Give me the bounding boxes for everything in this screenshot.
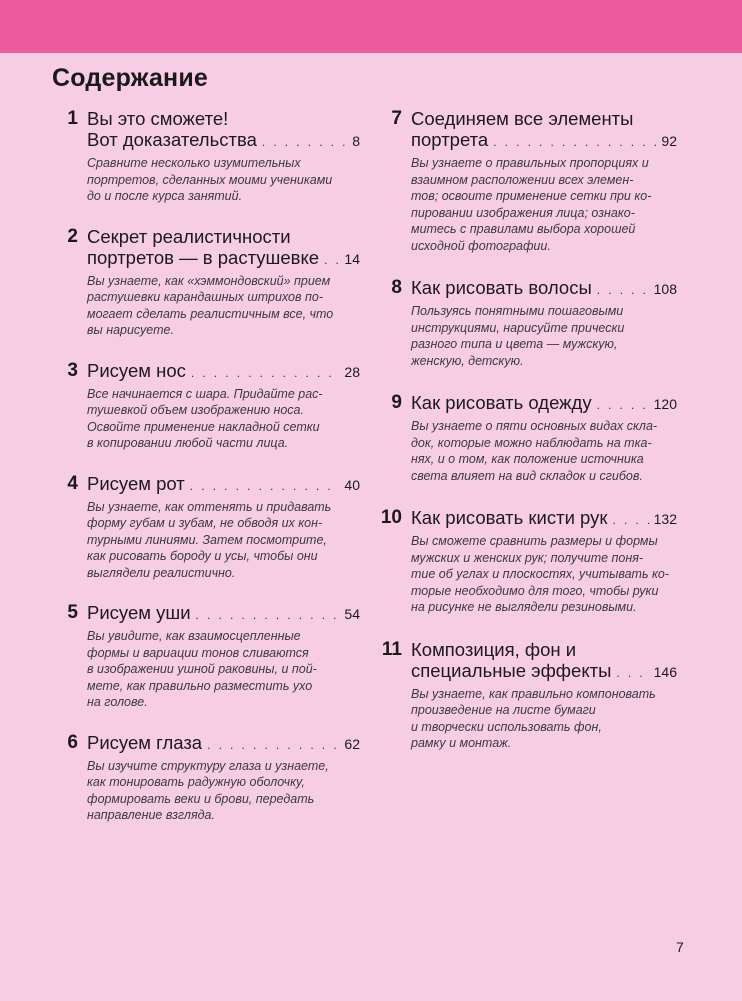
chapter-description-line: турными линиями. Затем посмотрите, — [87, 532, 327, 547]
chapter-description-line: инструкциями, нарисуйте прически — [411, 320, 625, 335]
dot-leader — [191, 363, 341, 384]
chapter-description — [411, 686, 677, 752]
dot-leader — [597, 280, 650, 301]
chapter-description-line: произведение на листе бумаги — [411, 703, 596, 717]
toc-entry — [48, 360, 360, 452]
chapter-description-line: Пользуясь понятными пошаговыми — [411, 304, 624, 318]
chapter-title-line: Композиция, фон и — [411, 638, 577, 660]
chapter-page-number: 40 — [344, 476, 360, 493]
chapter-page-number: 62 — [344, 735, 360, 752]
chapter-title-row — [411, 392, 677, 416]
chapter-description-line: формы и вариации тонов сливаются — [87, 645, 309, 660]
toc-entry-body — [87, 732, 360, 824]
chapter-title-line: Соединяем все элементы — [411, 108, 634, 129]
chapter-description-line: форму губам и зубам, не обводя их кон- — [87, 516, 323, 530]
toc-entry — [48, 108, 360, 205]
chapter-title-row — [411, 660, 677, 684]
toc-column-right — [372, 108, 677, 775]
dot-leader — [616, 663, 649, 684]
dot-leader — [597, 395, 650, 416]
chapter-title-line: Вы это сможете! — [87, 108, 229, 129]
chapter-description — [87, 386, 360, 452]
toc-entry — [48, 732, 360, 824]
chapter-title-row — [87, 247, 360, 271]
chapter-description-line: Вы узнаете о пяти основных видах скла- — [411, 419, 658, 433]
chapter-description-line: выглядели реалистично. — [87, 565, 236, 580]
chapter-title: Рисуем уши — [87, 602, 191, 623]
toc-entry — [48, 473, 360, 582]
chapter-description — [87, 628, 360, 711]
chapter-description — [87, 758, 360, 824]
chapter-number: 9 — [391, 392, 402, 413]
chapter-description-line: на рисунке не выглядели резиновыми. — [411, 600, 637, 614]
chapter-page-number: 92 — [661, 133, 677, 149]
chapter-description-line: рамку и монтаж. — [411, 736, 512, 750]
chapter-title-row — [87, 129, 360, 153]
chapter-title: Рисуем глаза — [87, 731, 203, 753]
toc-column-left — [48, 108, 360, 845]
chapter-title: Как рисовать одежду — [411, 392, 592, 413]
dot-leader — [262, 132, 348, 153]
toc-entry — [48, 602, 360, 711]
chapter-description-line: до и после курса занятий. — [87, 189, 243, 203]
chapter-title-row — [87, 360, 360, 384]
chapter-description — [411, 155, 677, 254]
chapter-title: Как рисовать кисти рук — [411, 507, 608, 528]
chapter-description — [87, 273, 360, 339]
toc-entry-body — [87, 602, 360, 711]
dot-leader — [196, 605, 341, 626]
toc-entry-body — [87, 473, 360, 582]
chapter-title: специальные эффекты — [411, 659, 612, 681]
dot-leader — [612, 510, 649, 531]
chapter-description-line: исходной фотографии. — [411, 238, 551, 253]
chapter-title: Вот доказательства — [87, 129, 257, 150]
chapter-title: Рисуем рот — [87, 472, 185, 494]
chapter-title-row — [87, 732, 360, 756]
chapter-title: портрета — [411, 129, 489, 150]
chapter-description-line: тие об углах и плоскостях, учитывать ко- — [411, 567, 670, 581]
chapter-description-line: на голове. — [87, 695, 148, 709]
chapter-description — [87, 155, 360, 205]
chapter-title-row — [411, 507, 677, 531]
chapter-description-line: формировать веки и брови, передать — [87, 791, 315, 806]
chapter-description-line: в изображении ушной раковины, и пой- — [87, 662, 317, 676]
toc-entry — [372, 108, 677, 254]
toc-entry — [372, 392, 677, 484]
chapter-page-number: 14 — [344, 250, 360, 267]
chapter-number: 8 — [391, 277, 402, 298]
chapter-description-line: Вы увидите, как взаимосцепленные — [87, 629, 301, 643]
toc-entry-body — [87, 360, 360, 452]
toc-entry-body — [411, 277, 677, 369]
chapter-description-line: света влияет на вид складок и сгибов. — [411, 468, 643, 483]
toc-entry-body — [411, 639, 677, 752]
chapter-description-line: док, которые можно наблюдать на тка- — [411, 435, 652, 450]
chapter-number: 3 — [67, 359, 78, 381]
chapter-description-line: Сравните несколько изумительных — [87, 156, 301, 170]
chapter-description-line: пировании изображения лица; ознако- — [411, 205, 635, 220]
chapter-description-line: могает сделать реалистичным все, что — [87, 306, 334, 321]
chapter-number: 6 — [67, 731, 78, 753]
chapter-description-line: как рисовать бороду и усы, чтобы они — [87, 549, 318, 563]
page-number: 7 — [676, 939, 684, 955]
toc-entry-body — [411, 507, 677, 616]
chapter-number: 11 — [381, 638, 402, 660]
chapter-number: 5 — [67, 602, 78, 623]
toc-entry — [372, 639, 677, 752]
chapter-description-line: и творчески использовать фон, — [411, 719, 602, 734]
chapter-page-number: 120 — [653, 396, 677, 412]
chapter-title-row — [411, 129, 677, 153]
chapter-title-row — [411, 277, 677, 301]
chapter-description-line: в копировании любой части лица. — [87, 436, 289, 450]
chapter-number: 7 — [391, 108, 402, 129]
chapter-description-line: Все начинается с шара. Придайте рас- — [87, 386, 323, 401]
chapter-description-line: Вы изучите структуру глаза и узнаете, — [87, 758, 329, 773]
chapter-description — [411, 533, 677, 616]
chapter-page-number: 8 — [352, 133, 360, 149]
chapter-number: 2 — [67, 225, 78, 247]
toc-entry — [372, 507, 677, 616]
chapter-description-line: Вы сможете сравнить размеры и формы — [411, 534, 658, 548]
chapter-page-number: 28 — [344, 363, 360, 380]
toc-entry-body — [411, 392, 677, 484]
chapter-description-line: Освойте применение накладной сетки — [87, 419, 320, 434]
chapter-description — [411, 303, 677, 369]
header-band — [0, 0, 742, 53]
chapter-description — [411, 418, 677, 484]
chapter-description-line: мужских и женских рук; получите поня- — [411, 550, 644, 565]
chapter-description-line: митесь с правилами выбора хорошей — [411, 222, 636, 236]
chapter-title-row — [87, 602, 360, 626]
toc-entry-body — [87, 108, 360, 205]
dot-leader — [190, 476, 341, 497]
chapter-description-line: разного типа и цвета — мужскую, — [411, 337, 618, 351]
chapter-description-line: как тонировать радужную оболочку, — [87, 775, 305, 789]
chapter-description-line: портретов, сделанных моими учениками — [87, 172, 333, 187]
chapter-description-line: вы нарисуете. — [87, 323, 174, 337]
chapter-page-number: 54 — [344, 606, 360, 622]
chapter-description-line: взаимном расположении всех элемен- — [411, 172, 634, 187]
chapter-description-line: Вы узнаете, как правильно компоновать — [411, 686, 656, 701]
chapter-description-line: тушевкой объем изображению носа. — [87, 403, 304, 417]
toc-entry-body — [87, 226, 360, 339]
chapter-page-number: 132 — [653, 511, 677, 527]
chapter-title: Рисуем нос — [87, 359, 186, 381]
chapter-description-line: Вы узнаете, как оттенять и придавать — [87, 499, 332, 514]
dot-leader — [324, 250, 340, 271]
chapter-description — [87, 499, 360, 582]
chapter-description-line: женскую, детскую. — [411, 353, 524, 368]
chapter-title-line: Секрет реалистичности — [87, 225, 291, 247]
dot-leader — [207, 735, 340, 756]
chapter-page-number: 146 — [653, 663, 677, 680]
toc-entry-body — [411, 108, 677, 254]
dot-leader — [493, 132, 657, 153]
chapter-description-line: растушевки карандашных штрихов по- — [87, 290, 323, 304]
toc-entry — [48, 226, 360, 339]
page-title: Содержание — [52, 64, 209, 92]
chapter-description-line: тов; освоите применение сетки при ко- — [411, 189, 652, 203]
chapter-number: 4 — [67, 472, 78, 494]
chapter-description-line: мете, как правильно разместить ухо — [87, 678, 313, 693]
chapter-description-line: торые необходимо для того, чтобы руки — [411, 583, 659, 598]
chapter-number: 1 — [67, 108, 78, 129]
chapter-page-number: 108 — [653, 281, 677, 297]
chapter-number: 10 — [380, 507, 402, 528]
chapter-description-line: направление взгляда. — [87, 808, 215, 822]
chapter-title-row — [87, 473, 360, 497]
chapter-title: портретов — в растушевке — [87, 246, 320, 268]
chapter-description-line: нях, и о том, как положение источника — [411, 452, 644, 466]
toc-entry — [372, 277, 677, 369]
chapter-title: Как рисовать волосы — [411, 277, 592, 298]
chapter-description-line: Вы узнаете, как «хэммондовский» прием — [87, 273, 331, 288]
chapter-description-line: Вы узнаете о правильных пропорциях и — [411, 156, 649, 170]
